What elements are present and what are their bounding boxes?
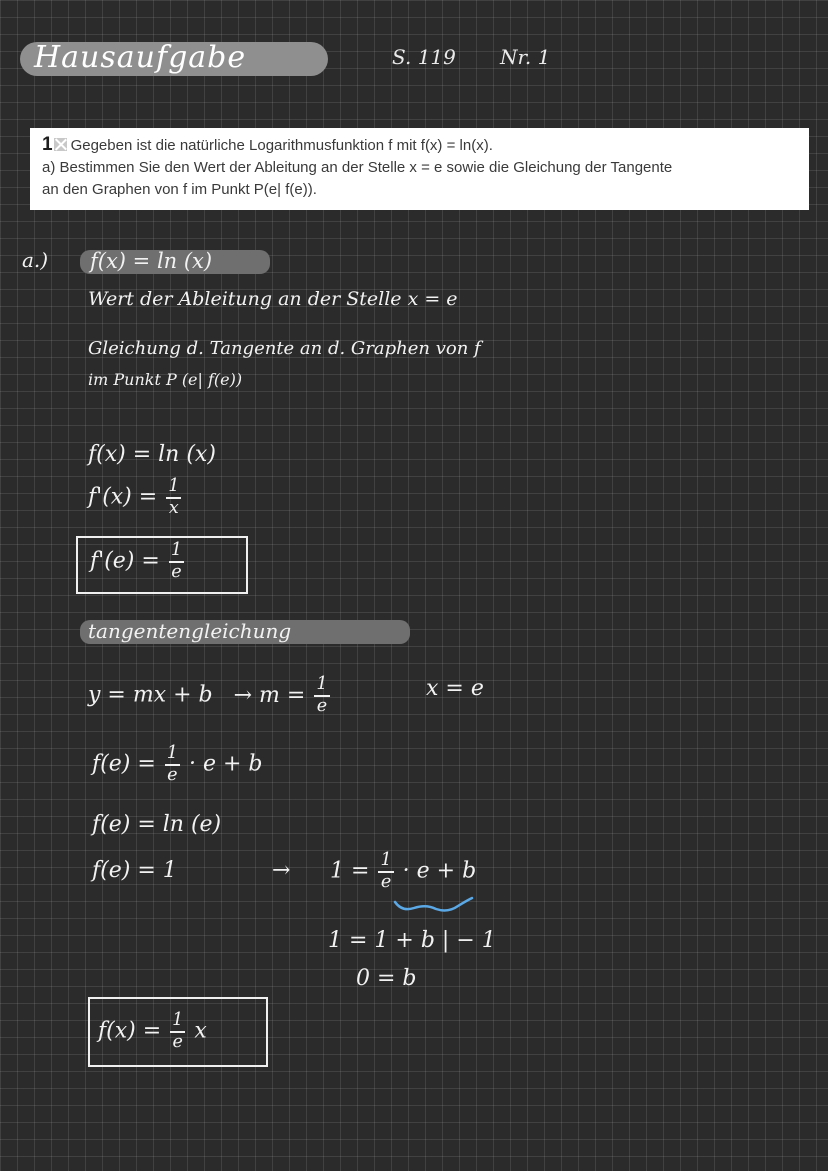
goal-derivative: Wert der Ableitung an der Stelle x = e	[88, 288, 458, 310]
task-box	[30, 128, 809, 210]
solve-b-denominator: e	[380, 871, 392, 892]
derivative-at-e-fraction	[169, 542, 184, 581]
slope-numerator: 1	[314, 676, 329, 697]
slope-arrow: → m =	[233, 682, 306, 708]
solve-b-rest: · e + b	[402, 858, 477, 884]
task-intro-line	[42, 134, 797, 157]
result-fraction	[170, 1012, 185, 1051]
f-of-e-ln: f(e) = ln (e)	[92, 812, 222, 837]
function-definition: f(x) = ln (x)	[90, 249, 213, 273]
derivative-line	[88, 478, 183, 517]
f-of-e-value: f(e) = 1	[92, 858, 177, 883]
tangent-heading: tangentengleichung	[88, 619, 292, 643]
task-part-a-line1: a) Bestimmen Sie den Wert der Ableitung an der Stelle x = e sowie die Gleichung der Tangente	[42, 159, 673, 176]
tangent-result	[98, 1012, 207, 1051]
derivative-at-e	[90, 542, 186, 581]
function-restated: f(x) = ln (x)	[88, 442, 216, 467]
task-part-a-line2: an den Graphen von f im Punkt P(e| f(e)).	[42, 181, 317, 198]
result-lhs: f(x) =	[98, 1018, 162, 1044]
part-label: a.)	[22, 248, 49, 272]
step-simplify: 1 = 1 + b | − 1	[328, 928, 496, 953]
step-result: 0 = b	[356, 966, 417, 991]
derivative-fraction	[166, 478, 181, 517]
result-denominator: e	[172, 1031, 183, 1052]
solve-b-line	[330, 852, 476, 891]
goal-point: im Punkt P (e| f(e))	[88, 370, 243, 389]
exercise-reference: Nr. 1	[500, 45, 551, 69]
substitution-numerator: 1	[165, 745, 180, 766]
derivative-at-e-lhs: f'(e) =	[90, 548, 160, 574]
slope-fraction	[314, 676, 329, 715]
tangent-form	[88, 676, 332, 715]
substitution-line	[92, 745, 262, 784]
slope-denominator: e	[316, 695, 328, 716]
checkbox-icon	[54, 138, 67, 151]
solve-b-lhs: 1 =	[330, 858, 370, 884]
cancel-squiggle-icon	[392, 896, 476, 916]
derivative-lhs: f'(x) =	[88, 484, 158, 510]
arrow-icon: →	[272, 858, 291, 883]
tangent-form-eq: y = mx + b	[88, 682, 213, 708]
derivative-numerator: 1	[166, 478, 181, 499]
derivative-at-e-denominator: e	[171, 561, 182, 582]
task-intro: Gegeben ist die natürliche Logarithmusfunktion f mit f(x) = ln(x).	[70, 137, 493, 154]
goal-tangent: Gleichung d. Tangente an d. Graphen von f	[88, 338, 481, 359]
derivative-at-e-numerator: 1	[169, 542, 184, 563]
page-reference: S. 119	[392, 45, 456, 69]
result-numerator: 1	[170, 1012, 185, 1033]
solve-b-numerator: 1	[378, 852, 393, 873]
substitution-denominator: e	[167, 764, 178, 785]
substitution-rest: · e + b	[188, 751, 263, 777]
task-number: 1	[42, 134, 53, 155]
solve-b-fraction	[378, 852, 393, 891]
substitution-fraction	[165, 745, 180, 784]
derivative-denominator: x	[168, 497, 179, 518]
page-title: Hausaufgabe	[34, 40, 247, 75]
x-equals-e: x = e	[426, 676, 484, 701]
substitution-lhs: f(e) =	[92, 751, 156, 777]
result-x: x	[194, 1018, 207, 1044]
